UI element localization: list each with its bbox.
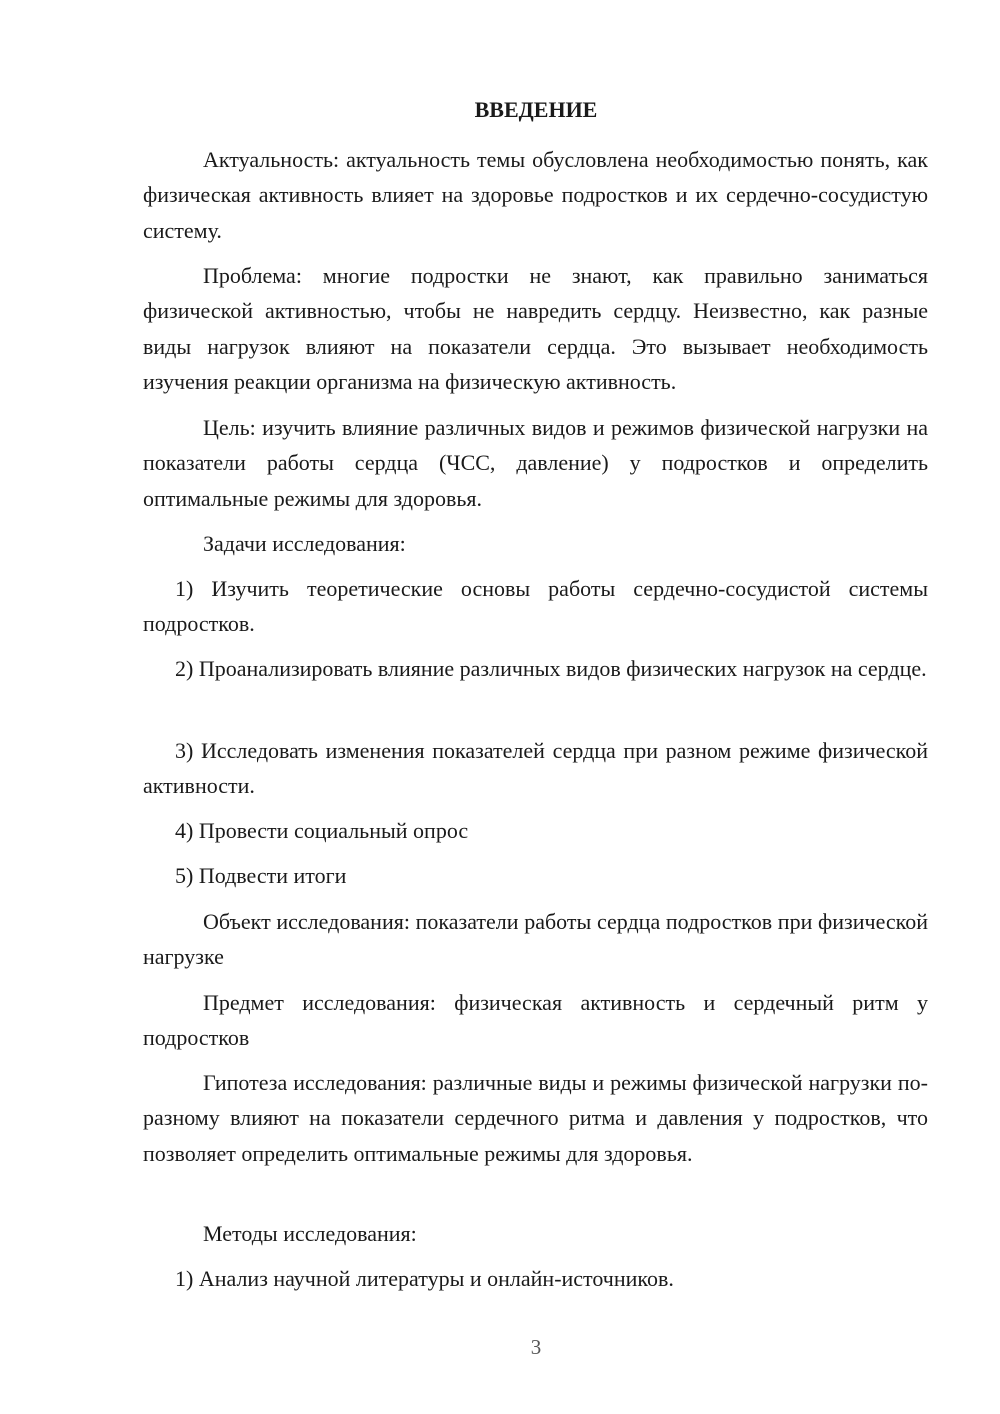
paragraph-methods-heading: Методы исследования: (203, 1221, 417, 1246)
paragraph-goal: Цель: изучить влияние различных видов и режимов физической нагрузки на показатели работы сердца (ЧСС, давление) у подростков и определить оптимальные режимы для здоровья. (143, 415, 928, 511)
list-item-task-5: 5) Подвести итоги (175, 863, 347, 888)
paragraph-hypothesis: Гипотеза исследования: различные виды и режимы физической нагрузки по-разному влияют на показатели сердечного ритма и давления у подростков, что позволяет определить оптимальные режимы для здоровья. (143, 1070, 928, 1166)
list-item-task-1: 1) Изучить теоретические основы работы сердечно-сосудистой системы подростков. (143, 576, 928, 637)
list-item-task-4: 4) Провести социальный опрос (175, 818, 469, 843)
paragraph-object: Объект исследования: показатели работы сердца подростков при физической нагрузке (143, 909, 928, 970)
list-item-task-3: 3) Исследовать изменения показателей сердца при разном режиме физической активности. (143, 738, 928, 799)
paragraph-relevance: Актуальность: актуальность темы обусловлена необходимостью понять, как физическая активность влияет на здоровье подростков и их сердечно-сосудистую систему. (143, 147, 928, 243)
paragraph-tasks-heading: Задачи исследования: (203, 531, 406, 556)
section-title: ВВЕДЕНИЕ (474, 97, 598, 122)
page-number: 3 (530, 1335, 542, 1359)
list-item-method-1: 1) Анализ научной литературы и онлайн-источников. (175, 1266, 674, 1291)
paragraph-subject: Предмет исследования: физическая активность и сердечный ритм у подростков (143, 990, 928, 1051)
list-item-task-2: 2) Проанализировать влияние различных видов физических нагрузок на сердце. (175, 656, 927, 681)
paragraph-problem: Проблема: многие подростки не знают, как правильно заниматься физической активностью, чтобы не навредить сердцу. Неизвестно, как разные виды нагрузок влияют на показатели сердца. Это вызывает необходимость изучения реакции организма на физическую активность. (143, 263, 928, 394)
